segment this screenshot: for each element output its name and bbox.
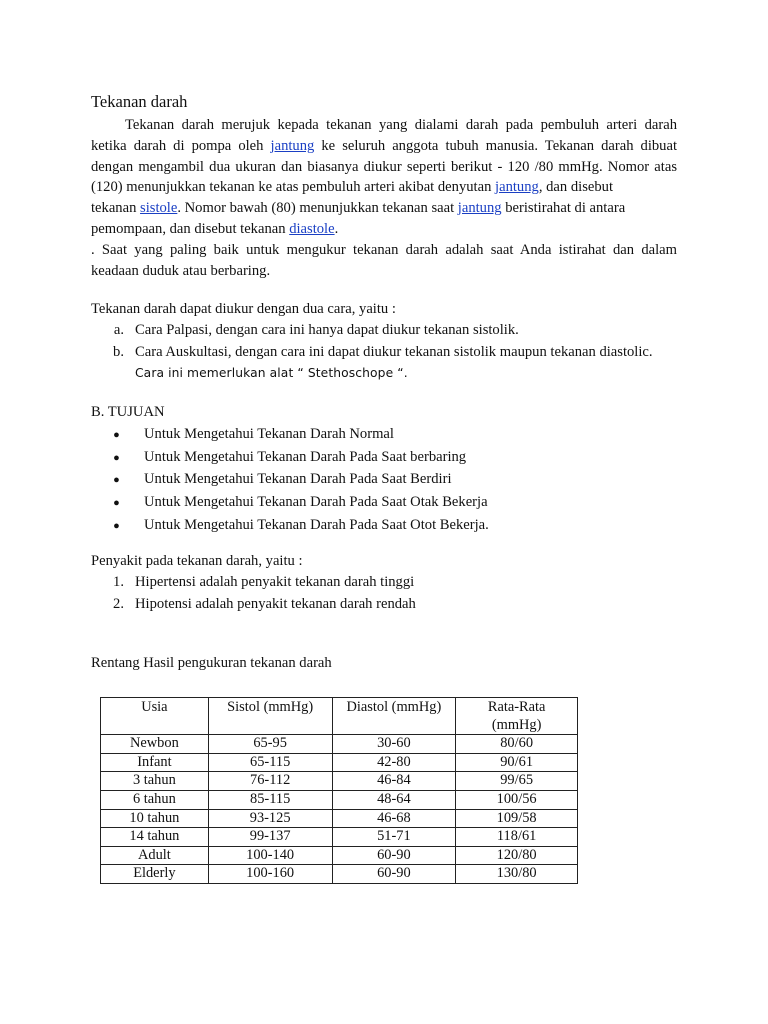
cell: 65-95 — [208, 735, 332, 754]
list-item — [91, 320, 691, 341]
bullet-item — [91, 447, 691, 470]
text: ke seluruh anggota tubuh manusia. Tekanan darah dibuat — [321, 137, 678, 154]
cell: 118/61 — [456, 828, 578, 847]
column-header: Usia — [101, 698, 209, 735]
header-line: Rata-Rata — [487, 699, 546, 715]
link-sistole[interactable]: sistole — [140, 200, 178, 217]
intro-line — [91, 157, 677, 178]
link-jantung[interactable]: jantung — [270, 137, 315, 154]
table-row — [101, 828, 578, 847]
bullet-icon: ● — [113, 428, 120, 441]
header-line: (mmHg) — [491, 716, 542, 733]
table-row — [101, 846, 578, 865]
text: Tekanan darah merujuk kepada tekanan yang dialami darah pada pembuluh arteri darah — [125, 117, 677, 133]
link-diastole[interactable]: diastole — [289, 220, 335, 237]
table-row — [101, 772, 578, 791]
text: tekanan — [91, 200, 137, 217]
bullet-item — [91, 515, 691, 538]
intro-line — [91, 198, 677, 219]
bullet-text: Untuk Mengetahui Tekanan Darah Pada Saat Otot Bekerja. — [144, 516, 489, 533]
tujuan-section — [91, 402, 691, 538]
table-header-row — [101, 698, 578, 735]
bullet-icon: ● — [113, 474, 120, 487]
text: dengan mengambil dua ukuran dan biasanya diukur seperti berikut - 120 /80 mmHg. Nomor atas — [91, 158, 677, 175]
column-header — [456, 698, 578, 735]
cell: Newbon — [101, 735, 209, 754]
cell: 120/80 — [456, 846, 578, 865]
cell: 42-80 — [332, 753, 456, 772]
list-marker: a. — [113, 322, 124, 339]
cell: 99-137 — [208, 828, 332, 847]
cell: 93-125 — [208, 809, 332, 828]
cell: 30-60 — [332, 735, 456, 754]
cell: 3 tahun — [101, 772, 209, 791]
text: keadaan duduk atau berbaring. — [91, 262, 271, 279]
penyakit-section — [91, 551, 691, 615]
intro-paragraph — [91, 115, 677, 281]
cell: 46-84 — [332, 772, 456, 791]
bullet-text: Untuk Mengetahui Tekanan Darah Normal — [144, 425, 394, 442]
list-item — [91, 342, 691, 363]
column-header: Diastol (mmHg) — [332, 698, 456, 735]
cell: 130/80 — [456, 865, 578, 884]
list-text: Cara Auskultasi, dengan cara ini dapat diukur tekanan sistolik maupun tekanan diastolic. — [135, 343, 653, 360]
cell: Adult — [101, 846, 209, 865]
bullet-item — [91, 492, 691, 515]
cell: 14 tahun — [101, 828, 209, 847]
table-row — [101, 753, 578, 772]
intro-line — [91, 177, 677, 198]
methods-note: Cara ini memerlukan alat “ Stethoschope “. — [135, 366, 408, 381]
text: , dan disebut — [538, 179, 614, 196]
text: . Nomor bawah (80) menunjukkan tekanan saat — [177, 200, 455, 217]
cell: Infant — [101, 753, 209, 772]
cell: 90/61 — [456, 753, 578, 772]
table-row — [101, 809, 578, 828]
list-marker: b. — [113, 343, 124, 360]
intro-line — [91, 240, 677, 261]
table-row — [101, 865, 578, 884]
cell: 60-90 — [332, 846, 456, 865]
bullet-item — [91, 424, 691, 447]
bullet-text: Untuk Mengetahui Tekanan Darah Pada Saat Otak Bekerja — [144, 494, 488, 511]
cell: 99/65 — [456, 772, 578, 791]
spacer — [91, 363, 135, 384]
cell: 6 tahun — [101, 790, 209, 809]
text: beristirahat di antara — [505, 200, 626, 217]
list-item-continuation — [91, 363, 691, 384]
list-text: Hipotensi adalah penyakit tekanan darah rendah — [135, 595, 416, 612]
blood-pressure-table — [100, 697, 578, 884]
link-jantung[interactable]: jantung — [495, 179, 539, 196]
table-caption: Rentang Hasil pengukuran tekanan darah — [91, 655, 332, 671]
cell: 100-140 — [208, 846, 332, 865]
page-title: Tekanan darah — [91, 92, 188, 111]
text: . — [334, 220, 339, 237]
cell: 100/56 — [456, 790, 578, 809]
link-jantung[interactable]: jantung — [457, 200, 502, 217]
bullet-icon: ● — [113, 497, 120, 510]
bullet-icon: ● — [113, 519, 120, 532]
text: pemompaan, dan disebut tekanan — [91, 220, 286, 237]
table-row — [101, 735, 578, 754]
cell: 10 tahun — [101, 809, 209, 828]
cell: 51-71 — [332, 828, 456, 847]
methods-heading: Tekanan darah dapat diukur dengan dua cara, yaitu : — [91, 301, 396, 317]
cell: 100-160 — [208, 865, 332, 884]
cell: 48-64 — [332, 790, 456, 809]
cell: Elderly — [101, 865, 209, 884]
intro-line — [91, 136, 677, 157]
cell: 85-115 — [208, 790, 332, 809]
intro-line — [91, 219, 677, 240]
list-item — [91, 572, 691, 593]
tujuan-heading: B. TUJUAN — [91, 404, 165, 420]
bullet-text: Untuk Mengetahui Tekanan Darah Pada Saat berbaring — [144, 448, 467, 465]
table-row — [101, 790, 578, 809]
cell: 46-68 — [332, 809, 456, 828]
list-marker: 1. — [113, 574, 124, 591]
text: ketika darah di pompa oleh — [91, 137, 264, 154]
cell: 76-112 — [208, 772, 332, 791]
intro-line — [91, 115, 677, 136]
list-marker: 2. — [113, 595, 124, 612]
list-text: Hipertensi adalah penyakit tekanan darah tinggi — [135, 574, 415, 591]
penyakit-heading: Penyakit pada tekanan darah, yaitu : — [91, 553, 303, 569]
cell: 109/58 — [456, 809, 578, 828]
cell: 80/60 — [456, 735, 578, 754]
cell: 60-90 — [332, 865, 456, 884]
cell: 65-115 — [208, 753, 332, 772]
column-header: Sistol (mmHg) — [208, 698, 332, 735]
bullet-icon: ● — [113, 451, 120, 464]
list-item — [91, 594, 691, 615]
text: . Saat yang paling baik untuk mengukur tekanan darah adalah saat Anda istirahat dan dalam — [91, 241, 677, 258]
intro-line — [91, 261, 677, 282]
bullet-text: Untuk Mengetahui Tekanan Darah Pada Saat Berdiri — [144, 471, 452, 488]
list-text: Cara Palpasi, dengan cara ini hanya dapat diukur tekanan sistolik. — [135, 322, 519, 339]
bullet-item — [91, 469, 691, 492]
text: (120) menunjukkan tekanan ke atas pembuluh arteri akibat denyutan — [91, 179, 492, 196]
methods-section — [91, 299, 691, 385]
